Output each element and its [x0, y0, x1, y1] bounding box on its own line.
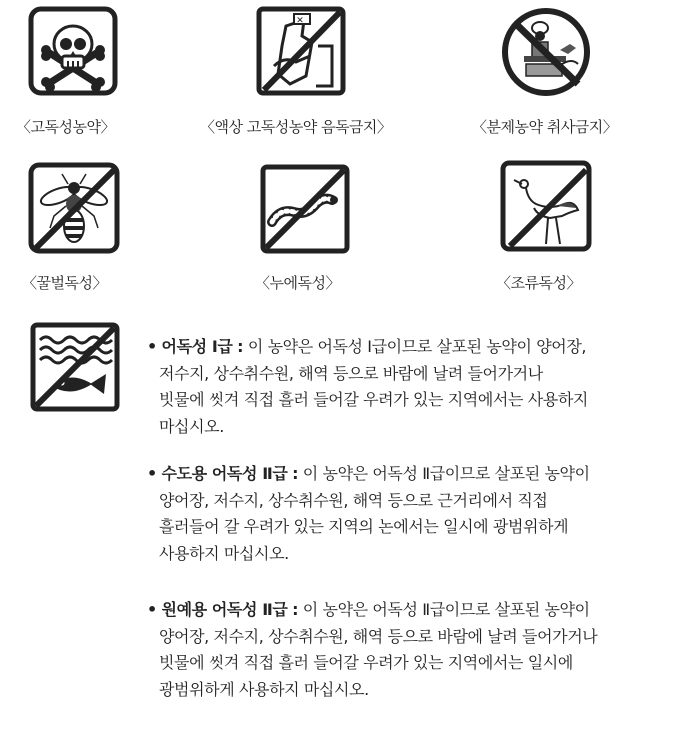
warning-heading: 수도용 어독성 Ⅱ급 [161, 464, 288, 483]
caption-poison: 〈고독성농약〉 [16, 118, 115, 136]
warning-fish-toxicity-horticulture [147, 597, 667, 703]
warning-line: 광범위하게 사용하지 마십시오. [159, 679, 369, 699]
svg-text:✕: ✕ [296, 16, 304, 26]
warning-line: 빗물에 씻겨 직접 흘러 들어갈 우려가 있는 지역에서는 일시에 [159, 653, 573, 672]
fish-prohibited-icon [30, 322, 120, 412]
warning-heading: 원예용 어독성 Ⅱ급 [161, 600, 288, 619]
caption-bird: 〈조류독성〉 [496, 274, 581, 292]
warning-line: 마십시오. [159, 416, 224, 436]
caption-no-dispense: 〈분제농약 취사금지〉 [472, 118, 618, 136]
warning-line: 양어장, 저수지, 상수취수원, 해역 등으로 근거리에서 직접 [159, 490, 548, 510]
warning-line: 사용하지 마십시오. [159, 543, 289, 563]
warning-fish-toxicity-paddy [147, 461, 667, 567]
warning-line: 이 농약은 어독성 Ⅱ급이므로 살포된 농약이 [302, 464, 590, 483]
bullet: • [147, 600, 157, 619]
warning-line: 흘러들어 갈 우려가 있는 지역의 논에서는 일시에 광범위하게 [159, 517, 569, 536]
silkworm-prohibited-icon [260, 164, 350, 254]
colon: : [292, 600, 299, 619]
colon: : [237, 337, 244, 356]
warning-line: 이 농약은 어독성 Ⅱ급이므로 살포된 농약이 [302, 600, 590, 619]
no-drinking-icon [256, 6, 346, 96]
skull-crossbones-icon [28, 6, 118, 96]
caption-bee: 〈꿀벌독성〉 [22, 274, 107, 292]
caption-no-drink: 〈액상 고독성농약 음독금지〉 [200, 118, 392, 136]
caption-silkworm: 〈누에독성〉 [255, 274, 340, 292]
colon: : [292, 464, 299, 483]
warning-line: 양어장, 저수지, 상수취수원, 해역 등으로 바람에 날려 들어가거나 [159, 626, 598, 646]
bird-prohibited-icon [500, 160, 592, 252]
bullet: • [147, 337, 157, 356]
warning-line: 빗물에 씻겨 직접 흘러 들어갈 우려가 있는 지역에서는 사용하지 [159, 390, 588, 409]
bee-prohibited-icon [28, 162, 120, 254]
warning-line: 저수지, 상수취수원, 해역 등으로 바람에 날려 들어가거나 [159, 363, 543, 383]
warning-heading: 어독성 Ⅰ급 [161, 337, 233, 356]
no-food-preparation-icon [500, 6, 592, 98]
warning-line: 이 농약은 어독성 Ⅰ급이므로 살포된 농약이 양어장, [247, 337, 587, 356]
warning-fish-toxicity-1 [147, 334, 667, 440]
bullet: • [147, 464, 157, 483]
